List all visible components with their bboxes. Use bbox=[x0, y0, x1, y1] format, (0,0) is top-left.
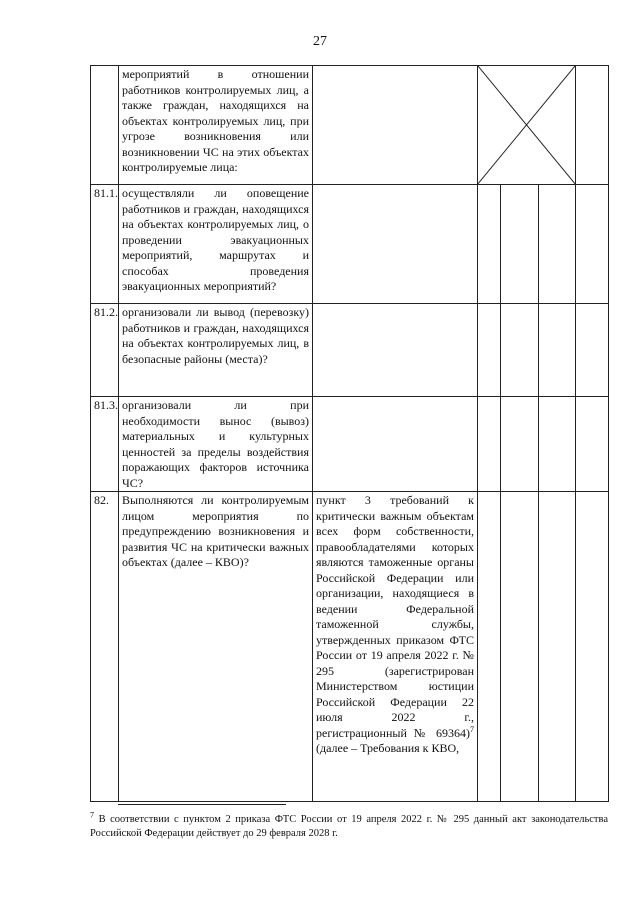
comment-cell bbox=[576, 304, 609, 397]
answer-no-cell bbox=[501, 304, 539, 397]
question-text: организовали ли вывод (перевозку) работников и граждан, находящихся на объектах контролируемых лиц, в безопасные районы (места)? bbox=[119, 304, 313, 397]
reference-text: пункт 3 требований к критически важным объектам всех форм собственности, правообладателями которых являются таможенные органы Российской Федерации или организации, находящиеся в ведении Федеральной таможенной службы, утвержденных приказом ФТС России от 19 апреля 2022 г. № 295 (зарегистрирован Министерством юстиции Российской Федерации 22 июля 2022 г., регистрационный № 69364) bbox=[316, 493, 474, 740]
answer-yes-cell bbox=[478, 185, 501, 304]
table-row bbox=[91, 66, 609, 185]
reference-cell bbox=[313, 492, 478, 802]
row-number: 81.3. bbox=[91, 397, 119, 492]
answer-na-cell bbox=[539, 185, 576, 304]
comment-cell bbox=[576, 397, 609, 492]
table-row bbox=[91, 492, 609, 802]
footnote-separator bbox=[118, 804, 286, 805]
reference-text bbox=[313, 397, 478, 492]
checklist-table bbox=[90, 65, 609, 802]
answer-yes-cell bbox=[478, 397, 501, 492]
table-row bbox=[91, 185, 609, 304]
answer-no-cell bbox=[501, 185, 539, 304]
row-number: 81.2. bbox=[91, 304, 119, 397]
answer-no-cell bbox=[501, 397, 539, 492]
table-row bbox=[91, 304, 609, 397]
answer-na-cell bbox=[539, 397, 576, 492]
row-number: 81.1. bbox=[91, 185, 119, 304]
page-number: 27 bbox=[313, 34, 327, 49]
cross-mark-icon bbox=[478, 66, 575, 184]
comment-cell bbox=[576, 66, 609, 185]
answer-na-cell bbox=[539, 304, 576, 397]
question-text: осуществляли ли оповещение работников и граждан, находящихся на объектах контролируемых лиц, о проведении эвакуационных мероприятий, маршрутах и способах проведения эвакуационных мероприятий? bbox=[119, 185, 313, 304]
question-text: мероприятий в отношении работников контролируемых лиц, а также граждан, находящихся на объектах контролируемых лиц, при угрозе возникновения или возникновении ЧС на этих объектах контролируемые лица: bbox=[119, 66, 313, 185]
reference-text-tail: (далее – Требования к КВО, bbox=[316, 741, 460, 755]
answer-yes-cell bbox=[478, 304, 501, 397]
footnote bbox=[90, 810, 608, 841]
question-text: Выполняются ли контролируемым лицом мероприятия по предупреждению возникновения и развития ЧС на критически важных объектах (далее – КВО)? bbox=[119, 492, 313, 802]
reference-text bbox=[313, 304, 478, 397]
reference-text bbox=[313, 185, 478, 304]
row-number: 82. bbox=[91, 492, 119, 802]
footnote-marker: 7 bbox=[470, 724, 474, 734]
footnote-number: 7 bbox=[90, 810, 94, 820]
answer-na-cell bbox=[539, 492, 576, 802]
reference-text bbox=[313, 66, 478, 185]
table-row bbox=[91, 397, 609, 492]
comment-cell bbox=[576, 185, 609, 304]
answer-no-cell bbox=[501, 492, 539, 802]
comment-cell bbox=[576, 492, 609, 802]
footnote-text: В соответствии с пунктом 2 приказа ФТС России от 19 апреля 2022 г. № 295 данный акт законодательства Российской Федерации действует до 29 февраля 2028 г. bbox=[90, 814, 608, 839]
answer-yes-cell bbox=[478, 492, 501, 802]
question-text: организовали ли при необходимости вынос (вывоз) материальных и культурных ценностей за пределы воздействия поражающих факторов источника ЧС? bbox=[119, 397, 313, 492]
crossed-out-cell bbox=[478, 66, 576, 185]
row-number bbox=[91, 66, 119, 185]
